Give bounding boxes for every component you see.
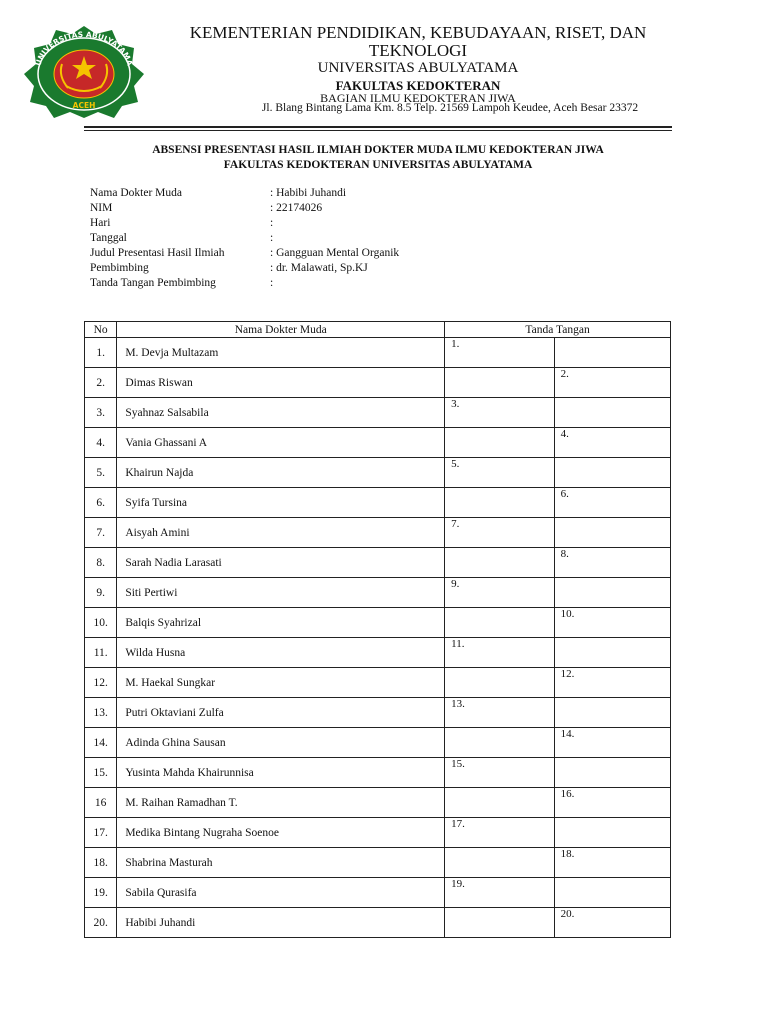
signature-cell-right[interactable]: 14. [554,728,670,758]
info-label: Tanda Tangan Pembimbing [90,277,216,289]
university-logo [22,24,146,118]
table-row [85,608,671,638]
signature-cell-right[interactable] [554,638,670,668]
info-value: : dr. Malawati, Sp.KJ [270,262,368,274]
row-number: 4. [85,428,117,458]
header-name: Nama Dokter Muda [117,322,445,338]
row-number: 16 [85,788,117,818]
signature-cell-right[interactable] [554,398,670,428]
info-row [90,217,490,232]
signature-cell-right[interactable]: 18. [554,848,670,878]
table-row [85,788,671,818]
info-value: : Habibi Juhandi [270,187,347,199]
signature-cell-left[interactable] [445,548,555,578]
row-number: 11. [85,638,117,668]
signature-cell-right[interactable]: 10. [554,608,670,638]
signature-cell-left[interactable]: 17. [445,818,555,848]
info-row [90,277,490,292]
info-label: Nama Dokter Muda [90,187,182,199]
department-name: BAGIAN ILMU KEDOKTERAN JIWA [320,91,516,105]
signature-cell-left[interactable] [445,608,555,638]
row-number: 19. [85,878,117,908]
table-header-row [85,322,671,338]
presentation-info [90,187,490,292]
student-name: Adinda Ghina Sausan [117,728,445,758]
row-number: 2. [85,368,117,398]
document-title-line-2: FAKULTAS KEDOKTERAN UNIVERSITAS ABULYATAMA [223,159,533,171]
student-name: Sarah Nadia Larasati [117,548,445,578]
table-row [85,578,671,608]
signature-cell-left[interactable]: 3. [445,398,555,428]
signature-cell-right[interactable] [554,338,670,368]
table-row [85,428,671,458]
info-row [90,187,490,202]
signature-cell-left[interactable] [445,788,555,818]
signature-cell-right[interactable] [554,458,670,488]
row-number: 12. [85,668,117,698]
table-row [85,848,671,878]
signature-cell-left[interactable]: 15. [445,758,555,788]
signature-cell-left[interactable]: 7. [445,518,555,548]
signature-cell-left[interactable]: 5. [445,458,555,488]
student-name: Putri Oktaviani Zulfa [117,698,445,728]
student-name: Shabrina Masturah [117,848,445,878]
table-row [85,368,671,398]
row-number: 7. [85,518,117,548]
student-name: Habibi Juhandi [117,908,445,938]
student-name: Medika Bintang Nugraha Soenoe [117,818,445,848]
row-number: 5. [85,458,117,488]
signature-cell-left[interactable] [445,488,555,518]
signature-cell-left[interactable]: 9. [445,578,555,608]
signature-cell-right[interactable] [554,758,670,788]
attendance-body [85,338,671,938]
row-number: 20. [85,908,117,938]
info-label: Pembimbing [90,262,149,274]
student-name: Balqis Syahrizal [117,608,445,638]
student-name: Aisyah Amini [117,518,445,548]
signature-cell-right[interactable]: 16. [554,788,670,818]
student-name: Siti Pertiwi [117,578,445,608]
university-name: UNIVERSITAS ABULYATAMA [317,60,519,76]
attendance-table [84,321,671,938]
row-number: 17. [85,818,117,848]
signature-cell-left[interactable] [445,728,555,758]
row-number: 15. [85,758,117,788]
signature-cell-left[interactable]: 11. [445,638,555,668]
table-row [85,878,671,908]
signature-cell-left[interactable] [445,668,555,698]
table-row [85,398,671,428]
faculty-name: FAKULTAS KEDOKTERAN [335,78,501,93]
student-name: Yusinta Mahda Khairunnisa [117,758,445,788]
student-name: M. Devja Multazam [117,338,445,368]
student-name: Wilda Husna [117,638,445,668]
table-row [85,458,671,488]
signature-cell-left[interactable]: 1. [445,338,555,368]
header-signature: Tanda Tangan [445,322,671,338]
signature-cell-left[interactable]: 19. [445,878,555,908]
student-name: M. Haekal Sungkar [117,668,445,698]
table-row [85,758,671,788]
signature-cell-right[interactable] [554,578,670,608]
signature-cell-right[interactable]: 20. [554,908,670,938]
header-no: No [85,322,117,338]
signature-cell-right[interactable]: 12. [554,668,670,698]
logo-ring-text: UNIVERSITAS ABULYATAMA [33,29,135,67]
ministry-line-2: TEKNOLOGI [368,41,468,60]
row-number: 6. [85,488,117,518]
signature-cell-right[interactable] [554,518,670,548]
row-number: 18. [85,848,117,878]
student-name: Syifa Tursina [117,488,445,518]
signature-cell-right[interactable]: 6. [554,488,670,518]
student-name: Vania Ghassani A [117,428,445,458]
info-label: Tanggal [90,232,127,244]
table-row [85,698,671,728]
row-number: 3. [85,398,117,428]
table-row [85,728,671,758]
row-number: 1. [85,338,117,368]
table-row [85,338,671,368]
signature-cell-right[interactable] [554,698,670,728]
student-name: Syahnaz Salsabila [117,398,445,428]
info-value: : [270,232,274,244]
header-divider-thin [84,130,672,131]
logo-bottom-text: ACEH [72,101,96,110]
table-row [85,908,671,938]
student-name: M. Raihan Ramadhan T. [117,788,445,818]
table-row [85,818,671,848]
student-name: Sabila Qurasifa [117,878,445,908]
row-number: 14. [85,728,117,758]
info-value: : [270,277,274,289]
student-name: Dimas Riswan [117,368,445,398]
info-row [90,262,490,277]
table-row [85,488,671,518]
info-value: : [270,217,274,229]
header-divider-thick [84,126,672,128]
signature-cell-right[interactable]: 8. [554,548,670,578]
table-row [85,638,671,668]
address: Jl. Blang Bintang Lama Km. 8.5 Telp. 21569 Lampoh Keudee, Aceh Besar 23372 [261,102,639,114]
signature-cell-right[interactable] [554,878,670,908]
info-value: : Gangguan Mental Organik [270,247,400,259]
info-label: Judul Presentasi Hasil Ilmiah [90,247,225,259]
info-label: Hari [90,217,111,229]
signature-cell-left[interactable] [445,428,555,458]
signature-cell-left[interactable] [445,908,555,938]
student-name: Khairun Najda [117,458,445,488]
row-number: 13. [85,698,117,728]
info-row [90,202,490,217]
signature-cell-right[interactable] [554,818,670,848]
signature-cell-right[interactable]: 4. [554,428,670,458]
table-row [85,668,671,698]
table-row [85,518,671,548]
row-number: 8. [85,548,117,578]
row-number: 9. [85,578,117,608]
document-title-line-1: ABSENSI PRESENTASI HASIL ILMIAH DOKTER MUDA ILMU KEDOKTERAN JIWA [152,144,604,156]
signature-cell-left[interactable]: 13. [445,698,555,728]
row-number: 10. [85,608,117,638]
signature-cell-left[interactable] [445,368,555,398]
signature-cell-left[interactable] [445,848,555,878]
ministry-line-1: KEMENTERIAN PENDIDIKAN, KEBUDAYAAN, RISET, DAN [189,23,647,42]
info-row [90,232,490,247]
info-label: NIM [90,202,113,214]
info-row [90,247,490,262]
info-value: : 22174026 [270,202,323,214]
signature-cell-right[interactable]: 2. [554,368,670,398]
table-row [85,548,671,578]
